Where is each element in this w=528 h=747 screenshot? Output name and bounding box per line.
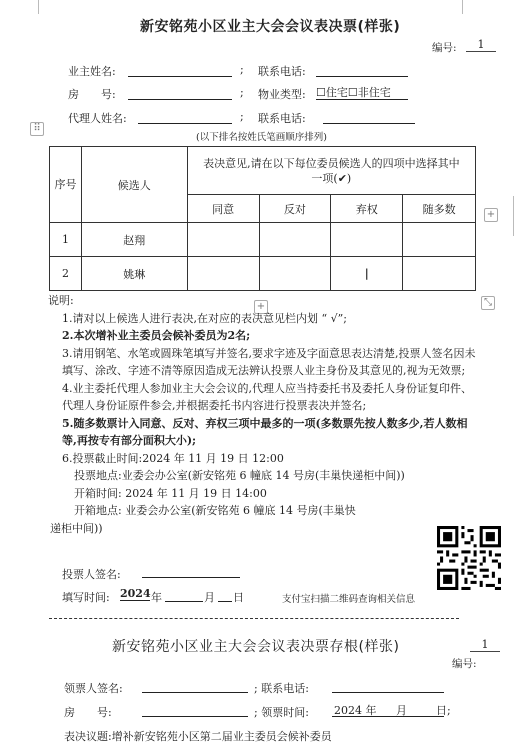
separator: ;: [240, 86, 244, 99]
qr-caption: 支付宝扫描二维码查询相关信息: [282, 594, 416, 605]
phone-field[interactable]: [316, 62, 408, 77]
vote-cell-oppose[interactable]: [259, 223, 331, 257]
vote-table: [49, 146, 476, 291]
fill-month-field[interactable]: [165, 587, 203, 602]
receive-day: 日;: [436, 704, 451, 717]
note-1: 1.请对以上候选人进行表决,在对应的表决意见栏内划 “ √”;: [62, 311, 347, 325]
table-row: [50, 223, 476, 257]
col-header-candidate: 候选人: [81, 147, 187, 223]
vote-cell-oppose[interactable]: [259, 257, 331, 291]
stub-phone-label: ; 联系电话:: [254, 682, 309, 695]
note-2: 2.本次增补业主委员会候补委员为2名;: [62, 329, 251, 342]
open-time: 开箱时间: 2024 年 11 月 19 日 14:00: [74, 486, 267, 500]
property-type-options[interactable]: ☐住宅☐非住宅: [316, 84, 408, 100]
receive-month: 月: [396, 704, 407, 717]
candidate-name: 姚琳: [81, 257, 187, 291]
phone-label: 联系电话:: [258, 65, 306, 78]
month-unit: 月: [204, 591, 215, 604]
add-column-handle[interactable]: +: [484, 208, 498, 222]
table-row: [50, 257, 476, 291]
qr-code-image: [437, 526, 501, 590]
col-header-majority: 随多数: [403, 195, 476, 223]
note-4: 4.业主委托代理人参加业主大会会议的,代理人应当持委托书及委托人身份证复印件、代理人身份证原件参会,并根据委托书内容进行投票表决并签名;: [62, 381, 472, 412]
note-6: 6.投票截止时间:2024 年 11 月 19 日 12:00: [62, 451, 284, 465]
vote-cell-majority[interactable]: [403, 223, 476, 257]
stub-serial-number: 1: [470, 638, 500, 652]
fill-year[interactable]: 2024: [120, 587, 151, 600]
vote-place: 投票地点:业委会办公室(新安铭苑 6 幢底 14 号房(丰巢快递柜中间)): [74, 469, 405, 482]
owner-name-field[interactable]: [128, 62, 232, 77]
fill-time-label: 填写时间:: [62, 591, 110, 604]
note-5: 5.随多数票计入同意、反对、弃权三项中最多的一项(多数票先按人数多少,若人数相等,再按专有部分面积大小);: [62, 416, 468, 447]
text-cursor: |: [364, 267, 369, 280]
agent-name-field[interactable]: [138, 109, 232, 124]
col-header-oppose: 反对: [259, 195, 331, 223]
note-3: 3.请用钢笔、水笔或圆珠笔填写并签名,要求字迹及字面意思表达清楚,投票人签名因未填写、涂改、字迹不清等原因造成无法辨认投票人业主身份及其意见的,视为无效票;: [62, 346, 476, 377]
page-margin-mark: [462, 0, 463, 14]
stub-serial-label: 编号:: [452, 658, 477, 670]
property-type-label: 物业类型:: [258, 88, 306, 101]
stub-phone-field[interactable]: [332, 678, 444, 693]
separator: ;: [240, 63, 244, 76]
separator: ;: [240, 110, 244, 123]
vote-cell-majority[interactable]: [403, 257, 476, 291]
col-header-no: 序号: [50, 147, 82, 223]
serial-number: 1: [466, 38, 496, 52]
instruction-cell: 表决意见,请在以下每位委员候选人的四项中选择其中一项(✔): [187, 147, 475, 195]
order-note: (以下排名按姓氏笔画顺序排列): [196, 132, 327, 143]
vote-cell-abstain[interactable]: [331, 223, 403, 257]
agent-phone-field[interactable]: [323, 109, 415, 124]
receiver-sign-label: 领票人签名:: [64, 682, 123, 695]
vote-cell-agree[interactable]: [187, 223, 259, 257]
voter-sign-field[interactable]: [142, 563, 240, 578]
column-guide: [513, 196, 514, 236]
fill-day-field[interactable]: [218, 587, 232, 602]
receive-time-label: ; 领票时间:: [254, 706, 309, 719]
open-place-cont: 递柜中间)): [50, 521, 103, 535]
page-margin-mark: [38, 0, 39, 14]
receiver-sign-field[interactable]: [142, 678, 248, 693]
room-label: 房 号:: [68, 88, 116, 101]
row-no: 2: [50, 257, 82, 291]
col-header-agree: 同意: [187, 195, 259, 223]
add-row-handle[interactable]: +: [254, 300, 268, 314]
notes-heading: 说明:: [48, 294, 74, 307]
agent-name-label: 代理人姓名:: [68, 112, 127, 125]
room-field[interactable]: [128, 85, 232, 100]
notes-section: [50, 292, 480, 537]
resize-handle[interactable]: ⤡: [481, 296, 495, 310]
vote-cell-agree[interactable]: [187, 257, 259, 291]
vote-cell-abstain[interactable]: [331, 257, 403, 291]
stub-room-field[interactable]: [142, 702, 248, 717]
stub-topic: 表决议题:增补新安铭苑小区第二届业主委员会候补委员: [64, 730, 332, 743]
cut-line: [49, 618, 459, 619]
candidate-name: 赵翔: [81, 223, 187, 257]
year-unit: 年: [151, 591, 162, 604]
agent-phone-label: 联系电话:: [258, 112, 306, 125]
open-place: 开箱地点: 业委会办公室(新安铭苑 6 幢底 14 号房(丰巢快: [74, 504, 356, 517]
col-header-abstain: 弃权: [331, 195, 403, 223]
stub-title: 新安铭苑小区业主大会会议表决票存根(样张): [112, 639, 400, 655]
table-move-handle[interactable]: ⠿: [30, 122, 44, 136]
ballot-title: 新安铭苑小区业主大会会议表决票(样张): [140, 19, 401, 35]
receive-year: 2024 年: [334, 704, 377, 717]
serial-label: 编号:: [432, 42, 457, 54]
day-unit: 日: [233, 591, 244, 604]
stub-room-label: 房 号:: [64, 706, 112, 719]
voter-sign-label: 投票人签名:: [62, 568, 121, 581]
owner-name-label: 业主姓名:: [68, 65, 116, 78]
row-no: 1: [50, 223, 82, 257]
